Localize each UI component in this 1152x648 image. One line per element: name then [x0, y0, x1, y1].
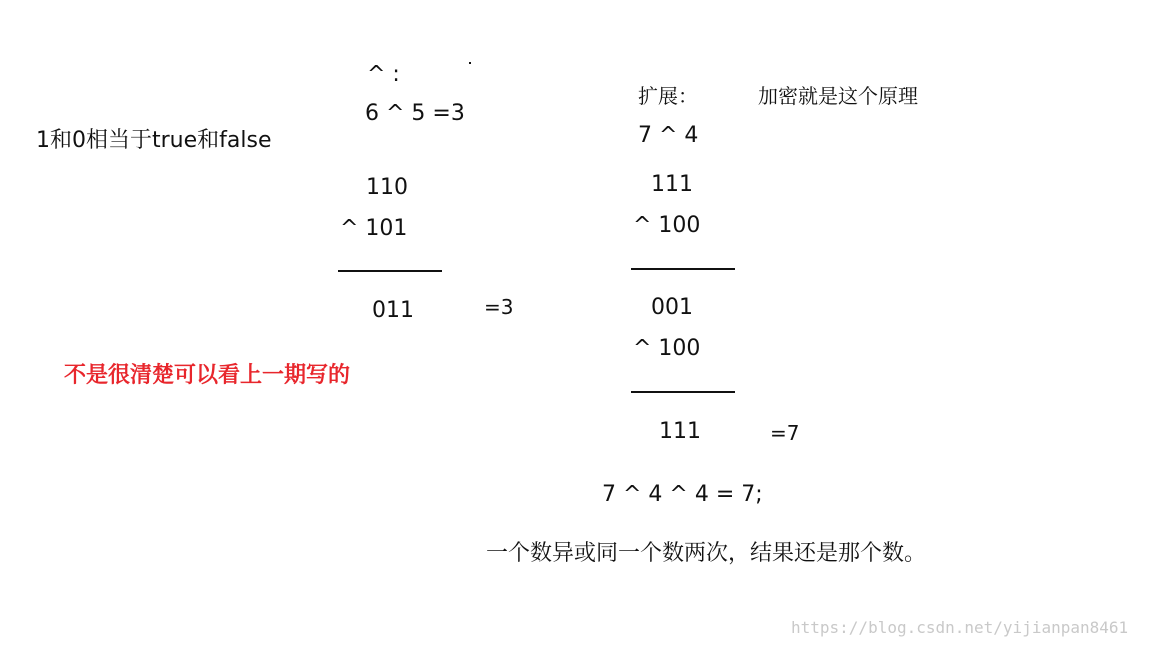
xor-sum-line [338, 270, 442, 272]
xor-operand-b: ^ 101 [340, 216, 408, 241]
xor-conclusion: 一个数异或同一个数两次，结果还是那个数。 [486, 541, 927, 566]
stray-dot [469, 62, 471, 64]
extension-expression: 7 ^ 4 [638, 123, 699, 148]
xor-identity: 7 ^ 4 ^ 4 = 7; [602, 482, 763, 507]
extension-step1-b: ^ 100 [633, 213, 701, 238]
extension-result-value: =7 [770, 421, 800, 445]
xor-operand-a: 110 [366, 175, 408, 200]
extension-sum-line-1 [631, 268, 735, 270]
extension-sum-line-2 [631, 391, 735, 393]
watermark-url: https://blog.csdn.net/yijianpan8461 [791, 618, 1129, 637]
xor-expression: 6 ^ 5 =3 [365, 101, 465, 126]
extension-header: 扩展： [638, 84, 698, 108]
xor-result-value: =3 [484, 295, 514, 319]
true-false-note: 1和0相当于true和false [36, 128, 272, 153]
extension-step2-b: ^ 100 [633, 336, 701, 361]
red-reference-note: 不是很清楚可以看上一期写的 [64, 363, 351, 388]
extension-step1-a: 111 [651, 172, 693, 197]
xor-result-bits: 011 [372, 298, 414, 323]
extension-result-bits: 111 [659, 419, 701, 444]
encryption-caption: 加密就是这个原理 [758, 84, 918, 108]
extension-step2-a: 001 [651, 295, 693, 320]
xor-header: ^ : [367, 62, 400, 87]
